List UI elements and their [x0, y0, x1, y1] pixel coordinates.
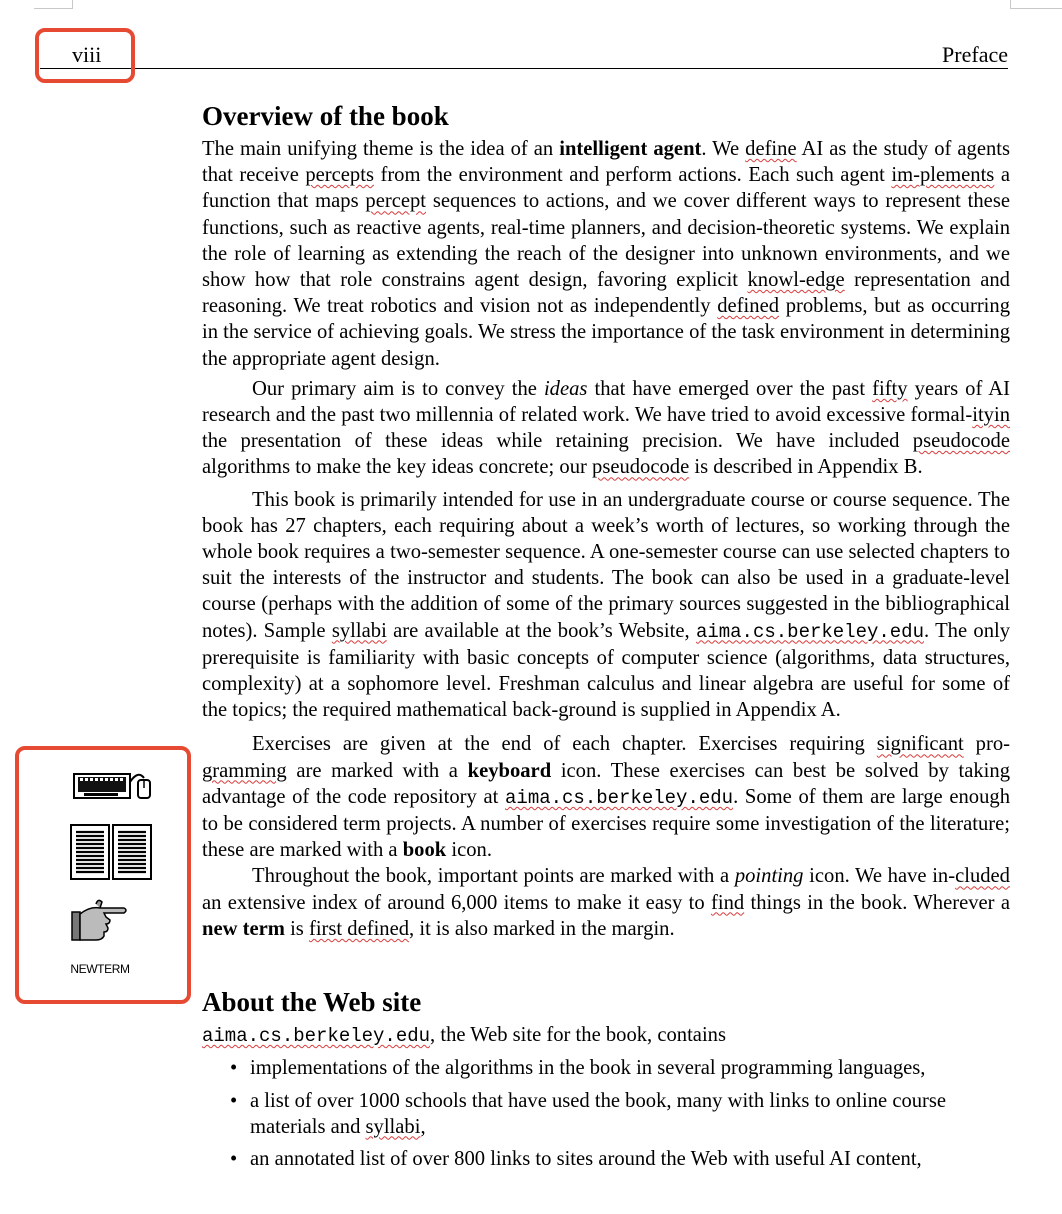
page-header: [40, 38, 1008, 69]
term-new-term: new term: [202, 917, 285, 940]
text: Our primary aim is to convey the: [252, 377, 544, 400]
text: algorithms to make the key ideas concrete; our: [202, 456, 593, 479]
spell-flag: im-plements: [891, 164, 995, 187]
spell-flag: syllabi: [331, 619, 387, 642]
keyboard-icon: [72, 768, 152, 809]
emphasis-pointing: pointing: [734, 865, 804, 888]
spell-flag: define: [745, 138, 797, 160]
emphasis-ideas: ideas: [543, 377, 588, 400]
page-number-highlight: [35, 28, 135, 83]
spell-flag: defined: [717, 295, 780, 318]
text: The main unifying theme is the idea of an: [202, 138, 560, 160]
text: . Some of them are large enough to be considered term projects. A number of exercises require some investigation of the literature; these are marked with a: [202, 785, 1010, 862]
term-book: book: [402, 839, 447, 862]
website-intro: [202, 1022, 1010, 1049]
text: from the environment and perform actions. Each such agent: [373, 164, 892, 187]
list-item: [202, 1088, 1010, 1140]
spell-flag: cluded: [955, 865, 1010, 888]
spell-flag: syllabi: [365, 1115, 421, 1138]
pointing-hand-icon: [70, 896, 130, 949]
website-contents-list: [202, 1055, 1010, 1172]
newterm-margin-label: NEWTERM: [70, 962, 130, 976]
term-intelligent-agent: intelligent agent: [559, 138, 702, 160]
text: is described in Appendix B.: [689, 456, 923, 479]
spell-flag: ityin: [972, 404, 1010, 427]
text: are available at the book’s Website,: [386, 619, 696, 642]
crop-mark-top-left: [34, 0, 73, 9]
text: icon. These exercises can best be solved by taking advantage of the code repository at: [202, 759, 1010, 808]
section-title-website: About the Web site: [202, 987, 422, 1018]
text: , the Web site for the book, contains: [430, 1024, 726, 1047]
text: that have emerged over the past: [587, 377, 873, 400]
text: things in the book. Wherever a: [744, 891, 1010, 914]
spell-flag: knowl-edge: [747, 269, 845, 292]
spell-flag: pseudocode: [912, 430, 1010, 453]
text: Throughout the book, important points are marked with a: [252, 865, 735, 888]
paragraph-5: [202, 863, 1010, 942]
crop-mark-top-right: [1010, 0, 1062, 9]
page-body: [202, 96, 1010, 1172]
text: ,: [420, 1115, 426, 1138]
text: representation and reasoning. We treat robotics and vision not as independently: [202, 269, 1010, 318]
running-head: Preface: [942, 42, 1008, 67]
paragraph-1: [202, 136, 1010, 372]
text: . We: [701, 138, 746, 160]
website-url[interactable]: aima.cs.berkeley.edu: [505, 786, 734, 809]
spell-flag: fifty: [872, 377, 908, 400]
list-item: • implementations of the algorithms in the book in several programming languages,: [202, 1055, 1010, 1081]
text: the presentation of these ideas while retaining precision. We have included: [202, 430, 913, 453]
text: are marked with a: [286, 759, 468, 782]
text: icon.: [446, 839, 492, 862]
spell-flag: percepts: [305, 164, 374, 187]
text: icon. We have in-: [803, 865, 956, 888]
text: Exercises are given at the end of each chapter. Exercises requiring: [252, 733, 877, 756]
text: , it is also marked in the margin.: [409, 917, 675, 940]
spell-flag: find: [710, 891, 745, 914]
paragraph-3: [202, 487, 1010, 724]
section-title-overview: Overview of the book: [202, 101, 449, 131]
spell-flag: percept: [365, 190, 427, 213]
book-icon: [70, 822, 152, 887]
list-item: • an annotated list of over 800 links to sites around the Web with useful AI content,: [202, 1146, 1010, 1172]
spell-flag: significant: [876, 733, 964, 756]
spell-flag: first defined: [308, 917, 410, 940]
website-url[interactable]: aima.cs.berkeley.edu: [202, 1025, 431, 1048]
text: an extensive index of around 6,000 items to make it easy to: [202, 891, 711, 914]
text: is: [284, 917, 309, 940]
text: years of AI research and the past two millennia of related work. We have tried to avoid excessive formal-: [202, 377, 1010, 427]
page-number: viii: [72, 42, 102, 67]
text: AI as the study of agents that receive: [202, 138, 1011, 187]
text: problems, but as occurring in the service of achieving goals. We stress the importance of the task environment in determining the appropriate agent design.: [202, 295, 1010, 370]
text: a function that maps: [202, 164, 1010, 213]
paragraph-2: [202, 376, 1010, 481]
text: a list of over 1000 schools that have used the book, many with links to online course materials and: [250, 1089, 947, 1138]
text: This book is primarily intended for use in an undergraduate course or course sequence. The book has 27 chapters, each requiring about a week’s worth of lectures, so working through the whole book requires a two-semester sequence. A one-semester course can use selected chapters to suit the interests of the instructor and students. The book can also be used in a graduate-level course (perhaps with the addition of some of the primary sources suggested in the bibliographical notes). Sample: [202, 488, 1010, 642]
term-keyboard: keyboard: [467, 759, 552, 782]
spell-flag: pseudocode: [592, 456, 690, 479]
paragraph-4: [202, 731, 1010, 863]
text: pro-: [963, 733, 1010, 756]
text: . The only prerequisite is familiarity with basic concepts of computer science (algorithms, data structures, complexity) at a sophomore level. Freshman calculus and linear algebra are useful for some of the topics; the required mathematical back-ground is supplied in Appendix A.: [202, 619, 1011, 722]
spell-flag: gramming: [202, 759, 287, 782]
website-url[interactable]: aima.cs.berkeley.edu: [695, 620, 924, 643]
text: sequences to actions, and we cover different ways to represent these functions, such as reactive agents, real-time planners, and decision-theoretic systems. We explain the role of learning as extending the reach of the designer into unknown environments, and we show how that role constrains agent design, favoring explicit: [202, 190, 1010, 292]
